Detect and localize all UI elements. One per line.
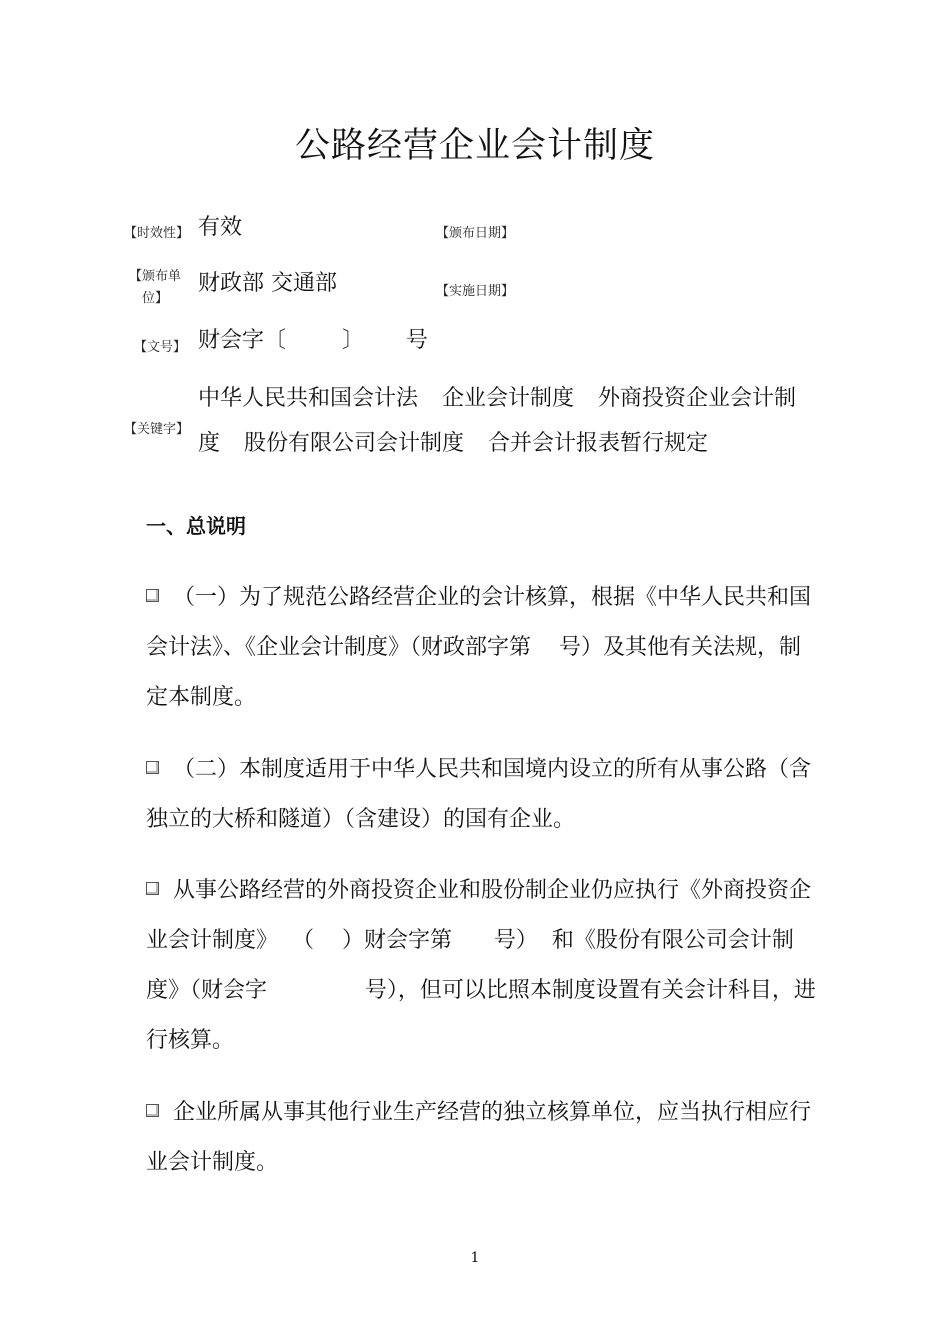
paragraph-text: 从事公路经营的外商投资企业和股份制企业仍应执行《外商投资企业会计制度》 （ ）财会字第 号） 和《股份有限公司会计制度》（财会字 号），但可以比照本制度设置有关会计科目，进行核算。 [146, 878, 816, 1053]
validity-value: 有效 [198, 215, 243, 240]
paragraph [146, 1088, 818, 1188]
checkbox-icon [146, 882, 159, 895]
keyword: 股份有限公司会计制度 [244, 431, 465, 456]
keyword: 企业会计制度 [442, 386, 575, 411]
keyword: 合并会计报表暂行规定 [488, 431, 709, 456]
issuer-value: 财政部 交通部 [198, 271, 337, 296]
validity-label: 【时效性】 [124, 226, 190, 241]
effective-date-label: 【实施日期】 [436, 284, 515, 299]
paragraph [146, 573, 818, 723]
keywords-label: 【关键字】 [124, 422, 190, 437]
paragraph-text: 企业所属从事其他行业生产经营的独立核算单位，应当执行相应行业会计制度。 [146, 1100, 812, 1175]
paragraph [146, 866, 818, 1066]
issue-date-label: 【颁布日期】 [436, 226, 515, 241]
document-title: 公路经营企业会计制度 [294, 126, 655, 166]
checkbox-icon [146, 761, 159, 774]
paragraph-text: （一）为了规范公路经营企业的会计核算，根据《中华人民共和国会计法》、《企业会计制度》（财政部字第 号）及其他有关法规，制定本制度。 [146, 585, 812, 710]
paragraph-text: （二）本制度适用于中华人民共和国境内设立的所有从事公路（含独立的大桥和隧道）（含建设）的国有企业。 [146, 757, 812, 832]
page-number: 1 [470, 1250, 480, 1266]
keyword: 中华人民共和国会计法 [198, 386, 419, 411]
paragraph [146, 745, 818, 845]
checkbox-icon [146, 589, 159, 602]
keywords-list [198, 376, 838, 466]
doc-number-label: 【文号】 [134, 340, 187, 355]
issuer-label: 【颁布单位】 [128, 269, 181, 306]
checkbox-icon [146, 1104, 159, 1117]
doc-number-value: 财会字〔 〕 号 [198, 328, 428, 353]
keyword: 外商投资企业会计制度 [198, 386, 797, 456]
section-heading: 一、总说明 [146, 514, 246, 538]
